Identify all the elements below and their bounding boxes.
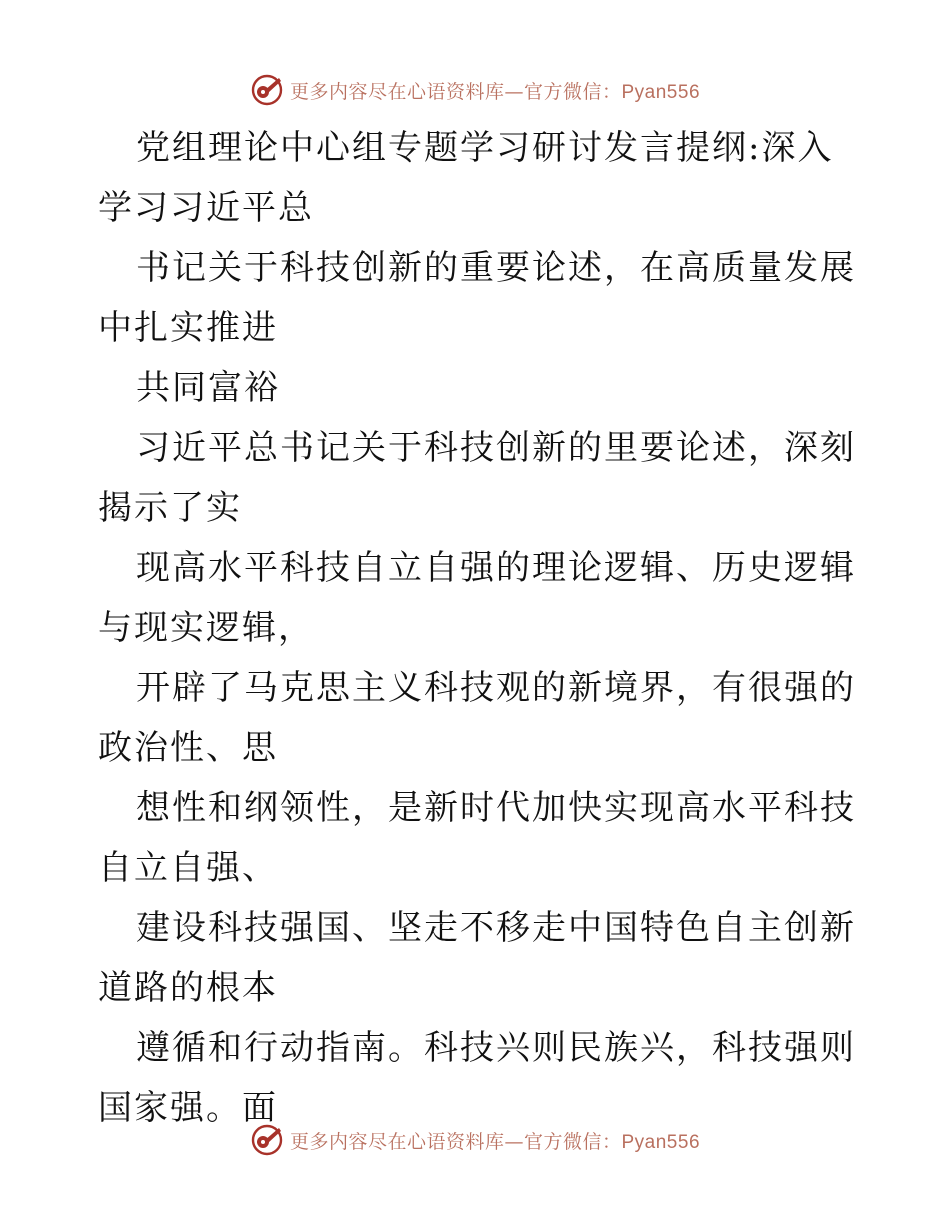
pen-nib-circle-icon — [250, 73, 284, 107]
banner-message: 更多内容尽在心语资料库—官方微信： — [289, 80, 622, 103]
banner-wechat-id: Pyan556 — [621, 1131, 701, 1153]
banner-message: 更多内容尽在心语资料库—官方微信： — [289, 1130, 622, 1153]
paragraph: 书记关于科技创新的重要论述，在高质量发展中扎实推进 — [98, 248, 856, 348]
banner-text — [290, 77, 700, 104]
document-body — [98, 118, 858, 1138]
paragraph: 现高水平科技自立自强的理论逻辑、历史逻辑与现实逻辑， — [98, 548, 856, 648]
paragraph: 遵循和行动指南。科技兴则民族兴，科技强则国家强。面 — [98, 1028, 856, 1128]
paragraph: 想性和纲领性，是新时代加快实现高水平科技自立自强、 — [98, 788, 856, 888]
paragraph: 开辟了马克思主义科技观的新境界，有很强的政治性、思 — [98, 668, 856, 768]
footer-banner — [0, 1120, 950, 1160]
paragraph: 党组理论中心组专题学习研讨发言提纲:深入学习习近平总 — [98, 128, 834, 228]
header-banner — [0, 70, 950, 110]
paragraph: 习近平总书记关于科技创新的里要论述，深刻揭示了实 — [98, 428, 856, 528]
banner-wechat-id: Pyan556 — [621, 81, 701, 103]
paragraph: 建设科技强国、坚走不移走中国特色自主创新道路的根本 — [98, 908, 856, 1008]
banner-text — [290, 1127, 700, 1154]
paragraph: 共同富裕 — [136, 368, 280, 408]
pen-nib-circle-icon — [250, 1123, 284, 1157]
